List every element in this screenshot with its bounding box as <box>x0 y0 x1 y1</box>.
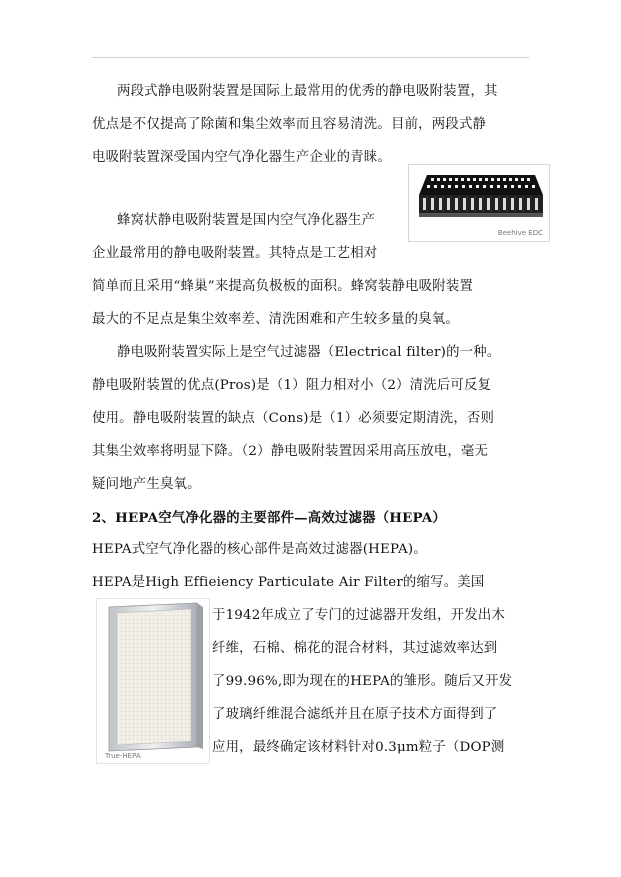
true-hepa-image <box>96 598 210 764</box>
paragraph-line: 了99.96%,即为现在的HEPA的雏形。随后又开发 <box>212 674 513 689</box>
paragraph-line: 使用。静电吸附装置的缺点（Cons)是（1）必须要定期清洗，否则 <box>92 411 495 426</box>
section-heading: 2、HEPA空气净化器的主要部件—高效过滤器（HEPA） <box>92 510 447 526</box>
paragraph-line: 静电吸附装置实际上是空气过滤器（Electrical filter)的一种。 <box>117 345 501 360</box>
paragraph-line: HEPA是High Effieiency Particulate Air Filter的缩写。美国 <box>92 575 485 590</box>
hepa-caption: True-HEPA <box>105 752 141 760</box>
paragraph-line: 纤维，石棉、棉花的混合材料，其过滤效率达到 <box>212 641 498 656</box>
beehive-edc-image <box>408 164 550 242</box>
header-rule <box>92 57 529 58</box>
hepa-filter-illustration <box>97 599 209 763</box>
paragraph-line: 于1942年成立了专门的过滤器开发组，开发出木 <box>212 608 506 623</box>
paragraph-line: HEPA式空气净化器的核心部件是高效过滤器(HEPA)。 <box>92 542 427 557</box>
paragraph-line: 蜂窝状静电吸附装置是国内空气净化器生产 <box>117 213 376 228</box>
paragraph-line: 企业最常用的静电吸附装置。其特点是工艺相对 <box>92 246 378 261</box>
paragraph-line: 其集尘效率将明显下降。（2）静电吸附装置因采用高压放电，毫无 <box>92 444 489 459</box>
paragraph-line: 优点是不仅提高了除菌和集尘效率而且容易清洗。目前，两段式静 <box>92 117 487 132</box>
paragraph-line: 最大的不足点是集尘效率差、清洗困难和产生较多量的臭氧。 <box>92 312 459 327</box>
beehive-caption: Beehive EDC <box>497 229 543 237</box>
paragraph-line: 疑问地产生臭氧。 <box>92 477 201 492</box>
paragraph-line: 应用，最终确定该材料针对0.3μm粒子（DOP测 <box>212 740 505 755</box>
paragraph-line: 两段式静电吸附装置是国际上最常用的优秀的静电吸附装置，其 <box>117 84 498 99</box>
paragraph-line: 静电吸附装置的优点(Pros)是（1）阻力相对小（2）清洗后可反复 <box>92 378 492 393</box>
paragraph-line: 了玻璃纤维混合滤纸并且在原子技术方面得到了 <box>212 707 498 722</box>
paragraph-line: 电吸附装置深受国内空气净化器生产企业的青睐。 <box>92 150 391 165</box>
paragraph-line: 简单而且采用“蜂巢”来提高负极板的面积。蜂窝装静电吸附装置 <box>92 279 474 294</box>
